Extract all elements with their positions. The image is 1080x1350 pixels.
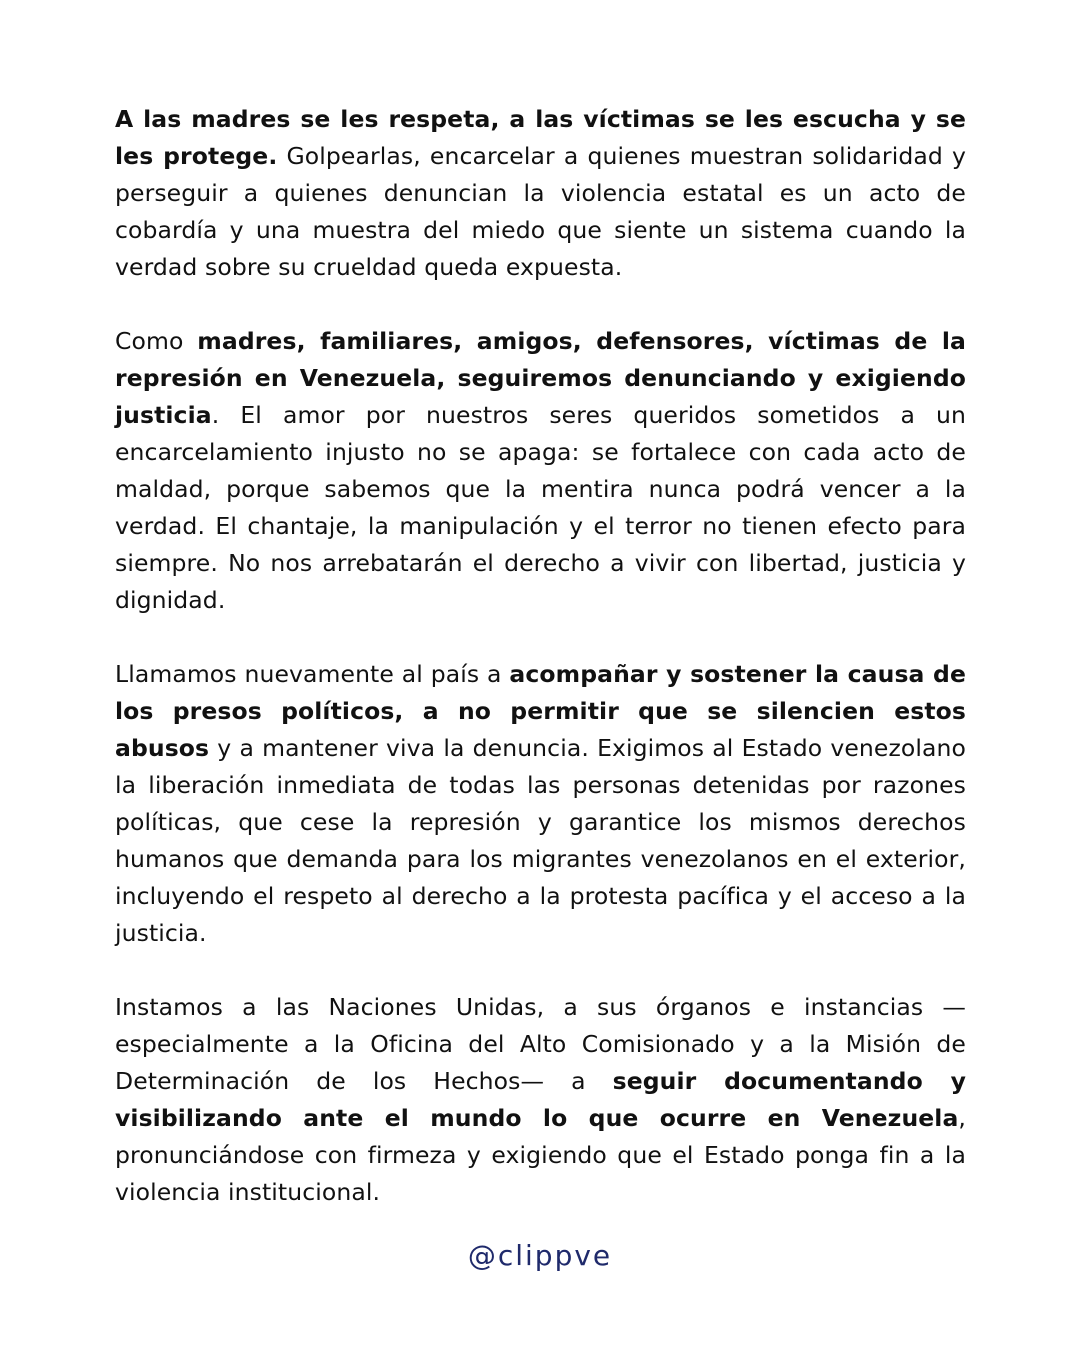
paragraph-1-bold: A las madres se les respeta, a las víctimas se les escucha y se les protege. [115,105,966,170]
paragraph-3-bold: acompañar y sostener la causa de los presos políticos, a no permitir que se silencien estos abusos [115,660,966,762]
paragraph-2-bold: madres, familiares, amigos, defensores, víctimas de la represión en Venezuela, seguiremos denunciando y exigiendo justicia [115,327,966,429]
statement-body [115,101,966,1248]
paragraph-4-bold: seguir documentando y visibilizando ante el mundo lo que ocurre en Venezuela [115,1067,966,1132]
paragraph-2-text-start: Como [115,327,198,355]
paragraph-3 [115,656,966,952]
paragraph-1-text: Golpearlas, encarcelar a quienes muestran solidaridad y perseguir a quienes denuncian la violencia estatal es un acto de cobardía y una muestra del miedo que siente un sistema cuando la verdad sobre su crueldad queda expuesta. [115,142,967,281]
paragraph-3-text-end: y a mantener viva la denuncia. Exigimos al Estado venezolano la liberación inmediata de todas las personas detenidas por razones políticas, que cese la represión y garantice los mismos derechos humanos que demanda para los migrantes venezolanos en el exterior, incluyendo el respeto al derecho a la protesta pacífica y el acceso a la justicia. [115,734,966,947]
paragraph-2-text-end: . El amor por nuestros seres queridos sometidos a un encarcelamiento injusto no se apaga: se fortalece con cada acto de maldad, porque sabemos que la mentira nunca podrá vencer a la verdad. El chantaje, la manipulación y el terror no tienen efecto para siempre. No nos arrebatarán el derecho a vivir con libertad, justicia y dignidad. [115,401,966,614]
paragraph-2 [115,323,966,619]
paragraph-4-text-start: Instamos a las Naciones Unidas, a sus órganos e instancias —especialmente a la Oficina del Alto Comisionado y a la Misión de Determinación de los Hechos— a [115,993,966,1095]
paragraph-3-text-start: Llamamos nuevamente al país a [115,660,510,688]
paragraph-4-text-end: , pronunciándose con firmeza y exigiendo que el Estado ponga fin a la violencia institucional. [115,1104,966,1206]
social-handle: @clippve [467,1239,613,1272]
paragraph-4 [115,989,966,1211]
paragraph-1 [115,101,966,286]
